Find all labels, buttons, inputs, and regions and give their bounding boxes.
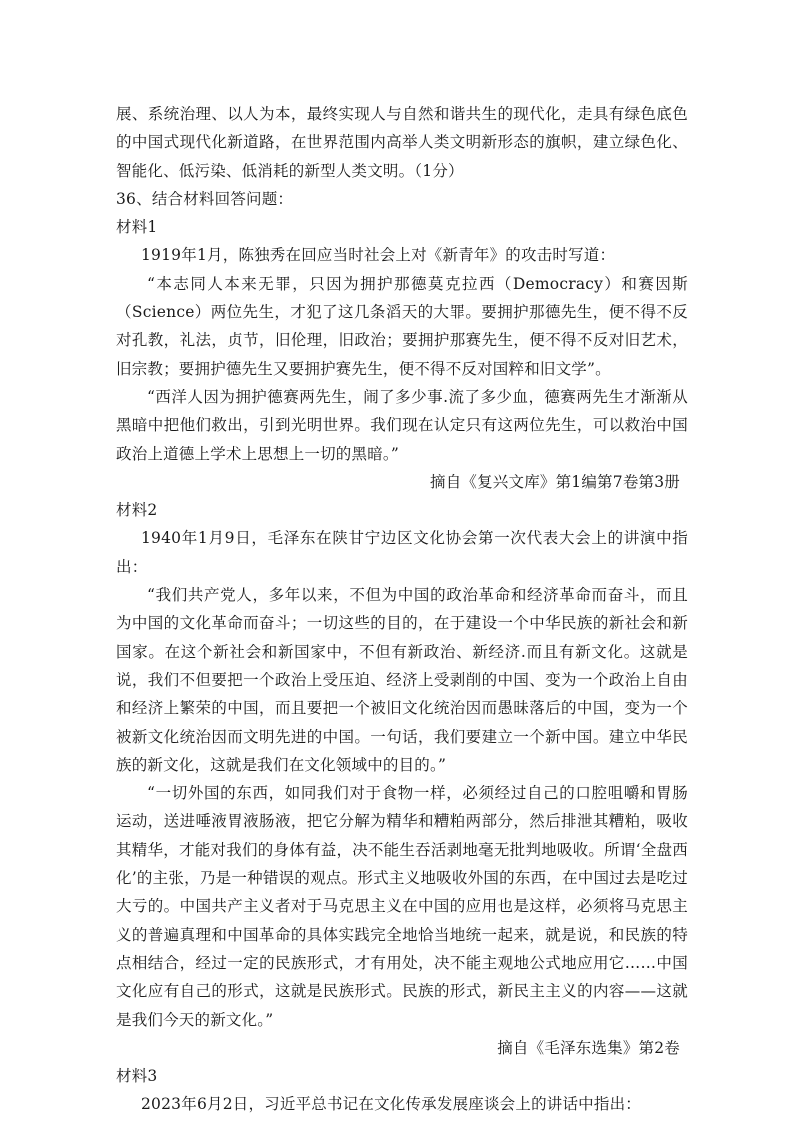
material-3-label: 材料3 xyxy=(116,1067,158,1086)
material-1-label: 材料1 xyxy=(116,218,158,237)
material-2-source: 摘自《毛泽东选集》第2卷 xyxy=(497,1038,680,1057)
material-1-lead: 1919年1月，陈独秀在回应当时社会上对《新青年》的攻击时写道： xyxy=(141,246,616,265)
material-1-source: 摘自《复兴文库》第1编第7卷第3册 xyxy=(430,472,680,491)
intro-paragraph: 展、系统治理、以人为本，最终实现人与自然和谐共生的现代化，走具有绿色底色的中国式现代化新道路，在世界范围内高举人类文明新形态的旗帜，建立绿色化、智能化、低污染、低消耗的新型人类文明。（1分） xyxy=(116,105,688,180)
material-1-quote-1: “本志同人本来无罪，只因为拥护那德莫克拉西（Democracy）和赛因斯（Science）两位先生，才犯了这几条滔天的大罪。要拥护那德先生，便不得不反对孔教，礼法，贞节，旧伦理，旧政治；要拥护那赛先生，便不得不反对旧艺术，旧宗教；要拥护德先生又要拥护赛先生，便不得不反对国粹和旧文学”。 xyxy=(116,274,688,378)
material-2-quote-1: “我们共产党人，多年以来，不但为中国的政治革命和经济革命而奋斗，而且为中国的文化革命而奋斗；一切这些的目的，在于建设一个中华民族的新社会和新国家。在这个新社会和新国家中，不但有新政治、新经济.而且有新文化。这就是说，我们不但要把一个政治上受压迫、经济上受剥削的中国、变为一个政治上自由和经济上繁荣的中国，而且要把一个被旧文化统治因而愚昧落后的中国，变为一个被新文化统治因而文明先进的中国。一句话，我们要建立一个新中国。建立中华民族的新文化，这就是我们在文化领域中的目的。” xyxy=(116,586,688,774)
material-2-label: 材料2 xyxy=(116,501,158,520)
document-page xyxy=(116,100,688,1119)
material-1-quote-2: “西洋人因为拥护德赛两先生，闹了多少事.流了多少血，德赛两先生才渐渐从黑暗中把他们救出，引到光明世界。我们现在认定只有这两位先生，可以救治中国政治上道德上学术上思想上一切的黑暗。” xyxy=(116,387,688,463)
material-2-lead: 1940年1月9日，毛泽东在陕甘宁边区文化协会第一次代表大会上的讲演中指出： xyxy=(116,529,688,576)
material-3-lead: 2023年6月2日，习近平总书记在文化传承发展座谈会上的讲话中指出： xyxy=(141,1095,641,1114)
material-2-quote-2: “一切外国的东西，如同我们对于食物一样，必须经过自己的口腔咀嚼和胃肠运动，送进唾液胃液肠液，把它分解为精华和糟粕两部分，然后排泄其糟粕，吸收其精华，才能对我们的身体有益，决不能生吞活剥地毫无批判地吸收。所谓‘全盘西化’的主张，乃是一种错误的观点。形式主义地吸收外国的东西，在中国过去是吃过大亏的。中国共产主义者对于马克思主义在中国的应用也是这样，必须将马克思主义的普遍真理和中国革命的具体实践完全地恰当地统一起来，就是说，和民族的特点相结合，经过一定的民族形式，才有用处，决不能主观地公式地应用它……中国文化应有自己的形式，这就是民族形式。民族的形式，新民主主义的内容——这就是我们今天的新文化。” xyxy=(116,784,688,1029)
question-36-heading: 36、结合材料回答问题： xyxy=(116,189,294,208)
